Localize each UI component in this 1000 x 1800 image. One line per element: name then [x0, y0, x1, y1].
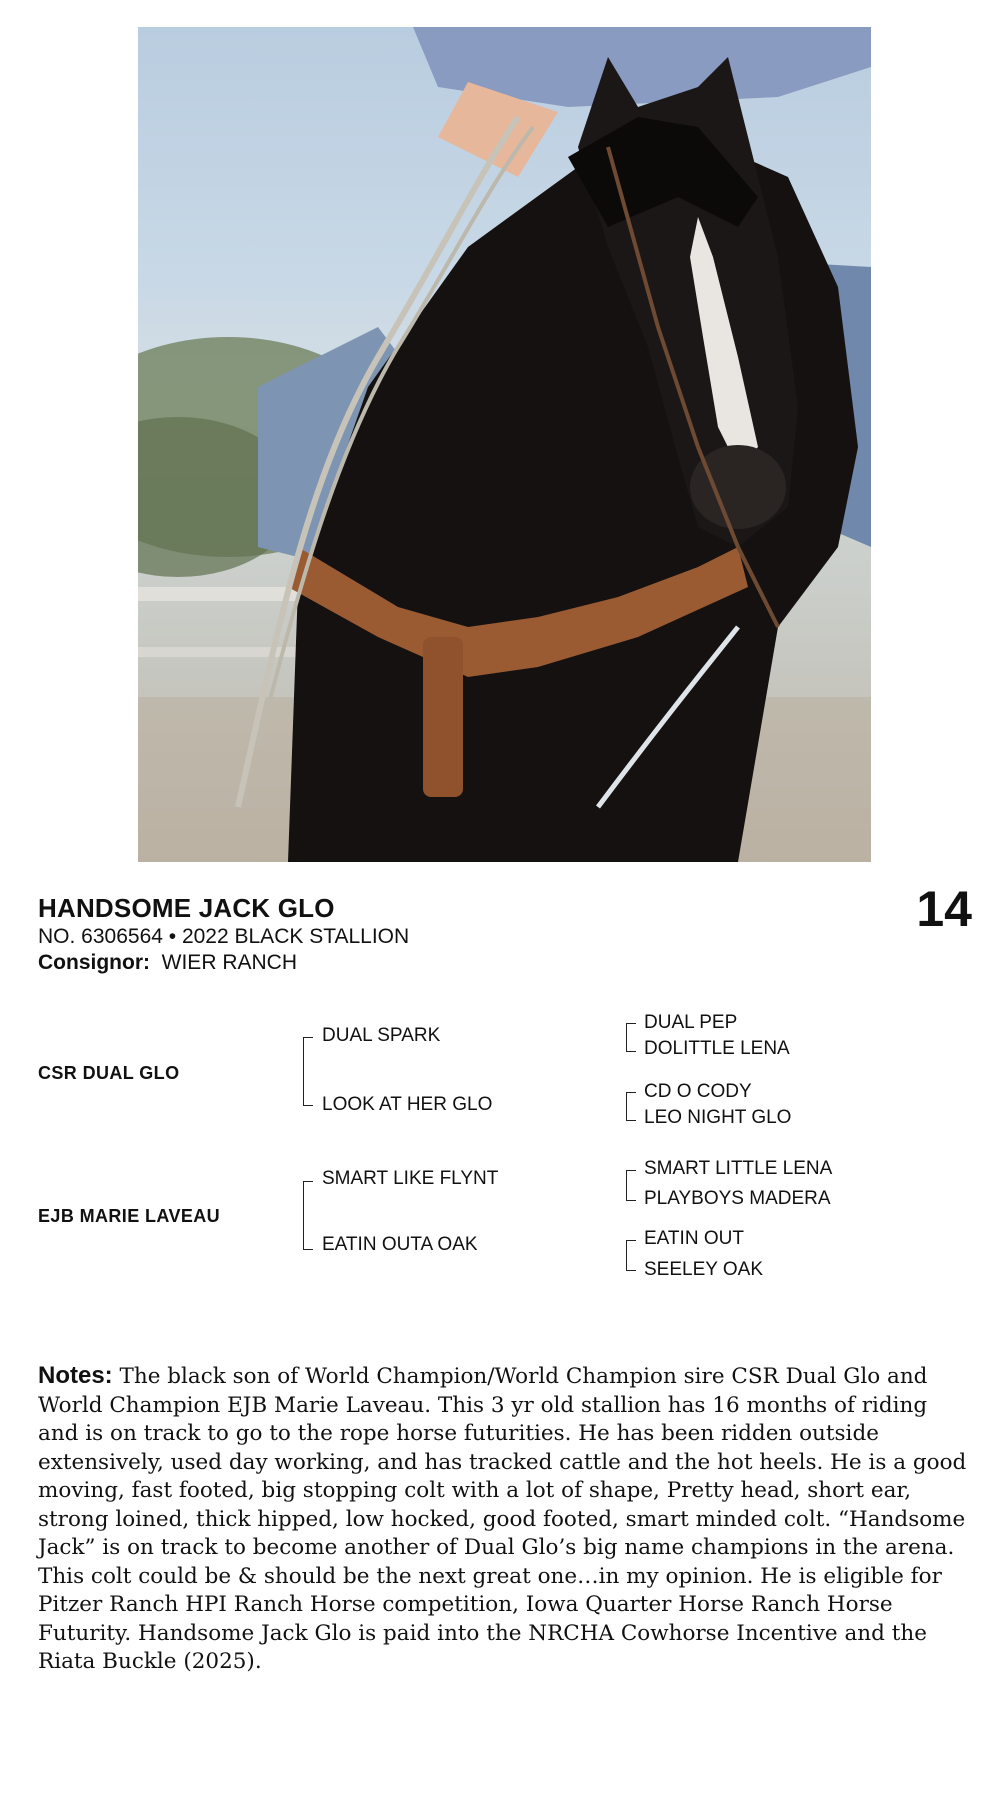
registration-info: NO. 6306564 • 2022 BLACK STALLION [38, 925, 410, 948]
pedigree-dd-dam: SEELEY OAK [644, 1259, 763, 1280]
pedigree-bracket [303, 1037, 313, 1106]
lot-number: 14 [916, 881, 972, 937]
pedigree-bracket [626, 1170, 636, 1201]
pedigree-sd-sire: CD O CODY [644, 1081, 752, 1102]
notes-paragraph [38, 1362, 968, 1677]
consignor-label: Consignor: [38, 951, 150, 974]
notes-label: Notes: [38, 1362, 113, 1389]
horse-photo [138, 27, 871, 862]
pedigree-bracket [303, 1181, 313, 1250]
pedigree-dam: EJB MARIE LAVEAU [38, 1206, 221, 1226]
pedigree-dam-sire: SMART LIKE FLYNT [322, 1168, 499, 1189]
pedigree-bracket [626, 1092, 636, 1121]
pedigree-ds-sire: SMART LITTLE LENA [644, 1158, 833, 1179]
pedigree-dam-dam: EATIN OUTA OAK [322, 1234, 478, 1255]
pedigree-sire-dam: LOOK AT HER GLO [322, 1094, 493, 1115]
consignor-name: WIER RANCH [161, 951, 297, 974]
horse-illustration [138, 27, 871, 862]
pedigree-bracket [626, 1023, 636, 1052]
pedigree-ss-sire: DUAL PEP [644, 1012, 738, 1033]
pedigree-sire: CSR DUAL GLO [38, 1063, 180, 1083]
horse-name: HANDSOME JACK GLO [38, 893, 335, 923]
consignor-line [38, 951, 297, 975]
pedigree-sire-sire: DUAL SPARK [322, 1025, 441, 1046]
pedigree-ss-dam: DOLITTLE LENA [644, 1038, 790, 1059]
pedigree-dd-sire: EATIN OUT [644, 1228, 744, 1249]
notes-text: The black son of World Champion/World Champion sire CSR Dual Glo and World Champion EJB Marie Laveau. This 3 yr old stallion has 16 months of riding and is on track to go to the rope horse futurities. He has been ridden outside extensively, used day working, and has tracked cattle and the hot heels. He is a good moving, fast footed, big stopping colt with a lot of shape, Pretty head, short ear, strong loined, thick hipped, low hocked, good footed, smart minded colt. “Handsome Jack” is on track to become another of Dual Glo’s big name champions in the arena. This colt could be & should be the next great one…in my opinion. He is eligible for Pitzer Ranch HPI Ranch Horse competition, Iowa Quarter Horse Ranch Horse Futurity. Handsome Jack Glo is paid into the NRCHA Cowhorse Incentive and the Riata Buckle (2025). [38, 1364, 967, 1674]
pedigree-bracket [626, 1240, 636, 1271]
pedigree-sd-dam: LEO NIGHT GLO [644, 1107, 792, 1128]
pedigree-ds-dam: PLAYBOYS MADERA [644, 1188, 831, 1209]
